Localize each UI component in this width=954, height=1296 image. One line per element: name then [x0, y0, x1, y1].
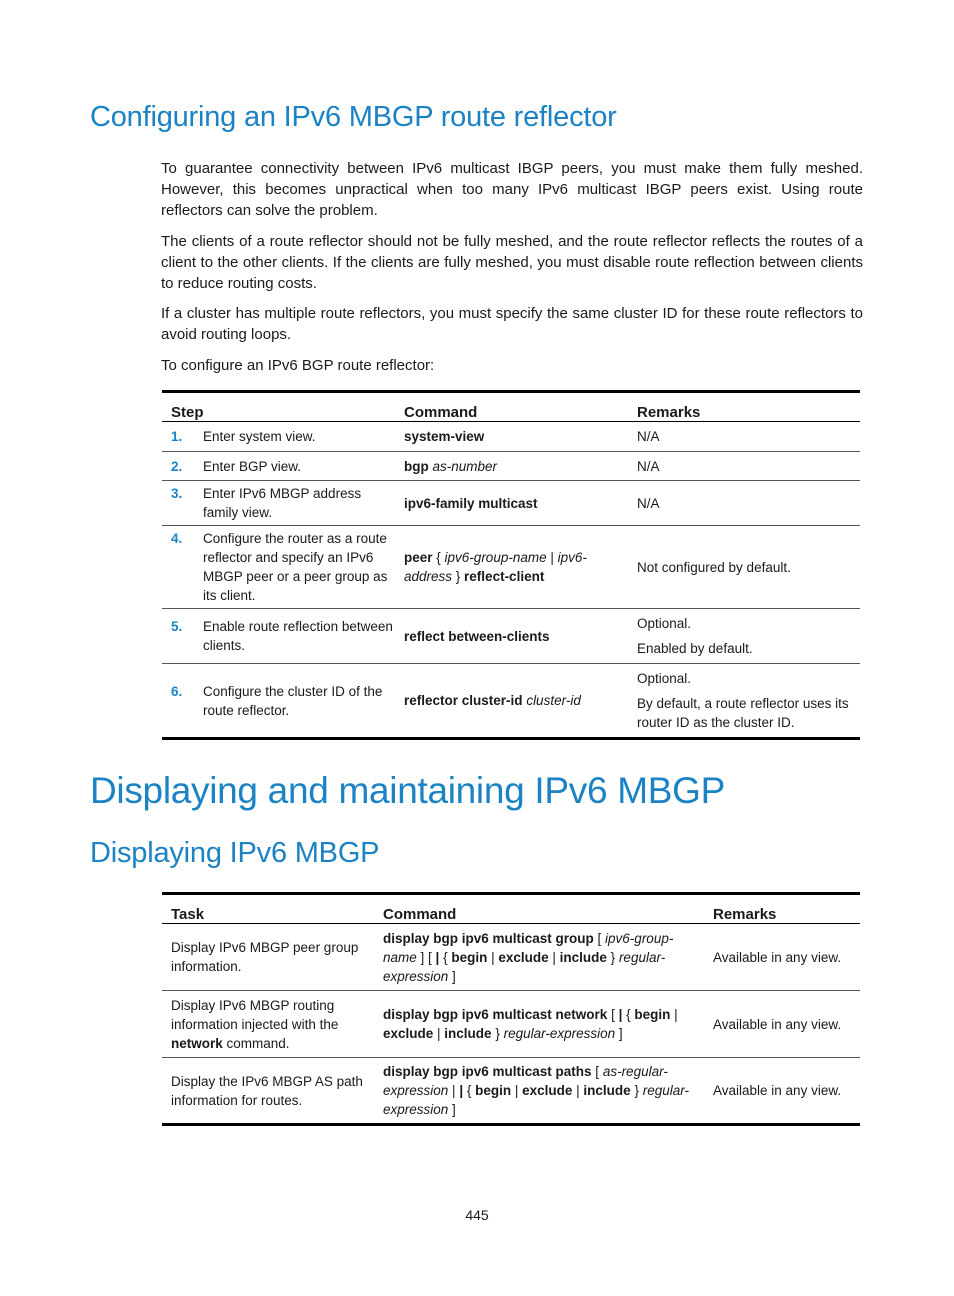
- step-number: 1.: [171, 429, 183, 444]
- keyword: display bgp ipv6 multicast paths: [383, 1064, 592, 1079]
- argument: regular-expression: [503, 1026, 616, 1041]
- text-run: |: [670, 1007, 678, 1022]
- remarks-cell: [628, 526, 860, 609]
- step-number: 2.: [171, 458, 183, 474]
- step-number: 3.: [171, 486, 183, 501]
- keyword: reflector cluster-id: [404, 693, 523, 708]
- remarks-cell: [628, 609, 860, 664]
- text-run: [: [591, 1064, 603, 1079]
- intro-paragraph-3: If a cluster has multiple route reflectors, you must specify the same cluster ID for these route reflectors to avoid routing loops.: [161, 305, 863, 343]
- argument: cluster-id: [526, 693, 581, 708]
- page-number: 445: [465, 1207, 489, 1223]
- keyword: display bgp ipv6 multicast group: [383, 930, 594, 946]
- remarks-cell: Available in any view.: [704, 991, 860, 1058]
- route-reflector-steps-table: [162, 390, 860, 740]
- text-run: }: [630, 1083, 643, 1098]
- text-run: |: [433, 1026, 445, 1041]
- remark-line: N/A: [637, 495, 660, 511]
- intro-paragraph-1: To guarantee connectivity between IPv6 multicast IBGP peers, you must make them fully meshed. However, this becomes unpractical when too many IPv6 multicast IBGP peers exist. Using route reflectors can solve the problem.: [161, 160, 863, 219]
- command-cell: [395, 452, 628, 481]
- text-run: ] [: [416, 949, 436, 965]
- step-cell: [162, 481, 395, 526]
- table-row: [162, 1058, 860, 1125]
- remarks-cell: Available in any view.: [704, 924, 860, 991]
- remark-line: Optional.: [637, 616, 692, 631]
- text-run: Display IPv6 MBGP peer group information.: [171, 940, 359, 974]
- step-number: 4.: [171, 531, 183, 546]
- text-run: [: [593, 930, 606, 946]
- keyword: exclude: [383, 1026, 434, 1041]
- keyword: include: [559, 949, 607, 965]
- table-row: [162, 422, 860, 452]
- text-run: |: [448, 1083, 460, 1098]
- header-step: Step: [162, 392, 395, 422]
- remark-line: N/A: [637, 429, 660, 444]
- remarks-cell: [628, 452, 860, 481]
- step-cell: [162, 664, 395, 739]
- table-row: [162, 924, 860, 991]
- command-cell: [395, 526, 628, 609]
- remarks-cell: [628, 481, 860, 526]
- text-run: ]: [448, 1102, 456, 1117]
- step-number: 5.: [171, 619, 183, 634]
- step-description: Enter BGP view.: [203, 458, 302, 474]
- header-command: Command: [395, 392, 628, 422]
- command-cell: [374, 924, 704, 991]
- keyword: bgp: [404, 458, 429, 474]
- task-cell: [162, 1058, 374, 1125]
- text-run: |: [487, 949, 499, 965]
- step-cell: [162, 422, 395, 452]
- command-cell: [395, 609, 628, 664]
- section-title-displaying: Displaying IPv6 MBGP: [90, 837, 380, 869]
- remark-line: Optional.: [637, 671, 692, 686]
- argument: as-number: [432, 458, 498, 474]
- section-title-route-reflector: Configuring an IPv6 MBGP route reflector: [90, 101, 617, 133]
- keyword: ipv6-family multicast: [404, 495, 538, 511]
- argument: ipv6-group-name: [383, 930, 674, 965]
- keyword: reflect-client: [464, 569, 545, 584]
- remarks-cell: [628, 664, 860, 739]
- chapter-title-display-maintain: Displaying and maintaining IPv6 MBGP: [90, 770, 725, 811]
- keyword: reflect between-clients: [404, 628, 550, 644]
- argument: as-regular-expression: [383, 1064, 668, 1098]
- text-run: Display the IPv6 MBGP AS path information for routes.: [171, 1073, 363, 1108]
- command-cell: [374, 1058, 704, 1125]
- keyword: begin: [634, 1007, 671, 1022]
- keyword: network: [171, 1035, 223, 1051]
- command-cell: [395, 664, 628, 739]
- header-remarks: Remarks: [704, 894, 860, 924]
- keyword: begin: [475, 1083, 512, 1098]
- text-run: |: [572, 1083, 584, 1098]
- table-row: [162, 609, 860, 664]
- table-header-row: [162, 894, 860, 924]
- text-run: {: [432, 550, 445, 565]
- intro-paragraph-2: The clients of a route reflector should not be fully meshed, and the route reflector reflects the routes of a client to the other clients. If the clients are fully meshed, you must disable route reflection between clients to reduce routing costs.: [161, 233, 863, 292]
- keyword: exclude: [498, 949, 549, 965]
- argument: ipv6-group-name: [444, 550, 547, 565]
- keyword: include: [583, 1083, 631, 1098]
- keyword: exclude: [522, 1083, 573, 1098]
- step-description: Enter system view.: [203, 429, 316, 444]
- text-run: {: [622, 1007, 635, 1022]
- step-number: 6.: [171, 683, 183, 699]
- remarks-cell: Available in any view.: [704, 1058, 860, 1125]
- remark-line: Not configured by default.: [637, 559, 791, 575]
- step-cell: [162, 526, 395, 609]
- argument: ipv6-address: [404, 550, 587, 584]
- text-run: |: [546, 550, 558, 565]
- step-description: Enable route reflection between clients.: [203, 619, 393, 653]
- task-cell: [162, 924, 374, 991]
- keyword: include: [444, 1026, 492, 1041]
- text-run: }: [491, 1026, 504, 1041]
- header-command: Command: [374, 894, 704, 924]
- remark-line: N/A: [637, 458, 660, 474]
- keyword: |: [435, 949, 440, 965]
- header-task: Task: [162, 894, 374, 924]
- step-cell: [162, 452, 395, 481]
- argument: regular-expression: [383, 1083, 689, 1117]
- remarks-cell: [628, 422, 860, 452]
- intro-paragraph-4: To configure an IPv6 BGP route reflector:: [161, 357, 435, 374]
- keyword: display bgp ipv6 multicast network: [383, 1007, 608, 1022]
- argument: regular-expression: [383, 949, 666, 984]
- step-description: Enter IPv6 MBGP address family view.: [203, 486, 362, 520]
- keyword: system-view: [404, 429, 485, 444]
- text-run: {: [463, 1083, 476, 1098]
- keyword: begin: [451, 949, 488, 965]
- remark-line: By default, a route reflector uses its router ID as the cluster ID.: [637, 696, 849, 730]
- command-cell: [395, 422, 628, 452]
- table-row: [162, 664, 860, 739]
- text-run: {: [439, 949, 452, 965]
- command-cell: [395, 481, 628, 526]
- text-run: |: [548, 949, 560, 965]
- header-remarks: Remarks: [628, 392, 860, 422]
- text-run: command.: [222, 1035, 290, 1051]
- step-description: Configure the cluster ID of the route reflector.: [203, 683, 383, 718]
- table-row: [162, 526, 860, 609]
- text-run: [: [607, 1007, 619, 1022]
- keyword: |: [459, 1083, 464, 1098]
- remark-line: Enabled by default.: [637, 641, 753, 656]
- text-run: }: [606, 949, 619, 965]
- text-run: }: [452, 569, 465, 584]
- command-cell: [374, 991, 704, 1058]
- keyword: peer: [404, 550, 433, 565]
- table-row: [162, 481, 860, 526]
- task-cell: [162, 991, 374, 1058]
- step-description: Configure the router as a route reflector and specify an IPv6 MBGP peer or a peer group as its client.: [203, 531, 388, 603]
- table-row: [162, 991, 860, 1058]
- table-row: [162, 452, 860, 481]
- text-run: Display IPv6 MBGP routing information injected with the: [171, 997, 339, 1032]
- step-cell: [162, 609, 395, 664]
- keyword: |: [618, 1007, 623, 1022]
- table-header-row: [162, 392, 860, 422]
- text-run: ]: [615, 1026, 623, 1041]
- display-commands-table: [162, 892, 860, 1126]
- text-run: |: [511, 1083, 523, 1098]
- text-run: ]: [448, 968, 456, 984]
